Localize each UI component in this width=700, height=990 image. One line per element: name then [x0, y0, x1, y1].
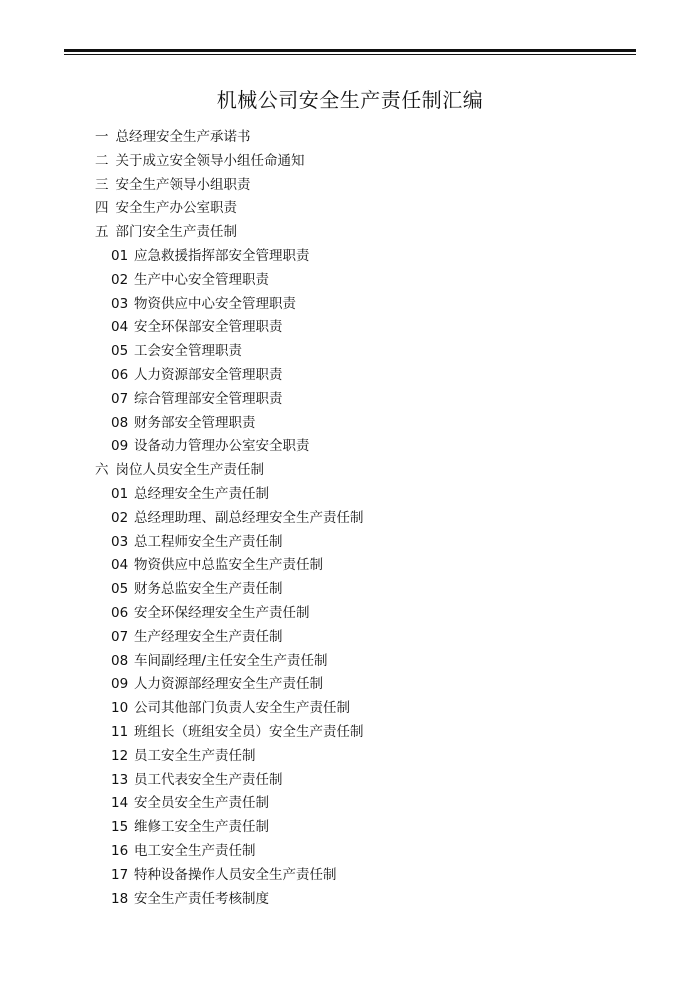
toc-entry-text: 安全生产领导小组职责 — [115, 176, 251, 193]
toc-entry-number: 二 — [95, 152, 109, 169]
toc-entry-text: 综合管理部安全管理职责 — [134, 390, 283, 407]
toc-entry-text: 部门安全生产责任制 — [115, 224, 237, 241]
toc-entry — [95, 626, 655, 650]
toc-entry — [95, 531, 655, 555]
toc-entry — [95, 483, 655, 507]
toc-entry-text: 特种设备操作人员安全生产责任制 — [134, 866, 337, 883]
toc-entry-text: 总经理安全生产责任制 — [134, 485, 269, 502]
toc-entry-text: 公司其他部门负责人安全生产责任制 — [134, 700, 350, 717]
toc-entry — [95, 888, 655, 912]
toc-entry — [95, 816, 655, 840]
toc-entry — [95, 769, 655, 793]
toc-entry-text: 安全环保经理安全生产责任制 — [134, 604, 310, 621]
toc-entry-number: 05 — [111, 581, 129, 598]
toc-entry-text: 总经理安全生产承诺书 — [115, 129, 251, 145]
toc-entry-number: 08 — [111, 652, 129, 669]
toc-entry — [95, 316, 655, 340]
toc-entry-text: 岗位人员安全生产责任制 — [115, 462, 264, 479]
toc-entry — [95, 435, 655, 459]
toc-entry-text: 安全环保部安全管理职责 — [134, 319, 283, 336]
toc-entry — [95, 602, 655, 626]
toc-entry-number: 12 — [111, 747, 129, 764]
document-title: 机械公司安全生产责任制汇编 — [216, 88, 484, 112]
toc-entry — [95, 412, 655, 436]
toc-entry — [95, 221, 655, 245]
toc-entry-text: 工会安全管理职责 — [134, 343, 242, 360]
toc-entry — [95, 269, 655, 293]
toc-entry-number: 02 — [111, 509, 129, 526]
toc-entry — [95, 150, 655, 174]
toc-entry-text: 关于成立安全领导小组任命通知 — [115, 152, 305, 169]
toc-entry-number: 五 — [95, 224, 109, 241]
toc-entry — [95, 364, 655, 388]
toc-entry-number: 09 — [111, 676, 129, 693]
toc-entry — [95, 174, 655, 198]
toc-entry-number: 03 — [111, 295, 129, 312]
toc-entry-number: 三 — [95, 176, 109, 193]
toc-entry-text: 财务总监安全生产责任制 — [134, 581, 283, 598]
toc-entry — [95, 293, 655, 317]
toc-entry — [95, 245, 655, 269]
toc-entry-number: 16 — [111, 842, 129, 859]
toc-entry — [95, 840, 655, 864]
toc-entry-text: 总工程师安全生产责任制 — [134, 533, 283, 550]
toc-entry-number: 04 — [111, 557, 129, 574]
toc-entry-text: 生产中心安全管理职责 — [134, 271, 269, 288]
toc-entry-text: 安全员安全生产责任制 — [134, 795, 269, 812]
toc-entry-text: 车间副经理/主任安全生产责任制 — [134, 652, 328, 669]
toc-entry — [95, 578, 655, 602]
toc-entry-number: 15 — [111, 819, 129, 836]
toc-entry — [95, 340, 655, 364]
header-rule-thick — [64, 49, 636, 52]
toc-entry-text: 人力资源部安全管理职责 — [134, 366, 283, 383]
toc-entry-number: 13 — [111, 771, 129, 788]
toc-entry-number: 01 — [111, 247, 129, 264]
toc-entry-number: 08 — [111, 414, 129, 431]
toc-entry — [95, 864, 655, 888]
toc-entry-number: 09 — [111, 438, 129, 455]
table-of-contents — [95, 126, 655, 911]
toc-entry-number: 07 — [111, 390, 129, 407]
toc-entry — [95, 197, 655, 221]
toc-entry-number: 04 — [111, 319, 129, 336]
toc-entry-number: 14 — [111, 795, 129, 812]
toc-entry-text: 物资供应中心安全管理职责 — [134, 295, 296, 312]
toc-entry-number: 17 — [111, 866, 129, 883]
toc-entry-number: 11 — [111, 723, 129, 740]
toc-entry-text: 应急救援指挥部安全管理职责 — [134, 247, 310, 264]
toc-entry-number: 18 — [111, 890, 129, 907]
toc-entry — [95, 459, 655, 483]
toc-entry-number: 02 — [111, 271, 129, 288]
toc-entry-text: 员工安全生产责任制 — [134, 747, 256, 764]
toc-entry-text: 财务部安全管理职责 — [134, 414, 256, 431]
toc-entry-number: 05 — [111, 343, 129, 360]
toc-entry-number: 六 — [95, 462, 109, 479]
toc-entry — [95, 650, 655, 674]
toc-entry-number: 06 — [111, 604, 129, 621]
toc-entry-text: 维修工安全生产责任制 — [134, 819, 269, 836]
toc-entry-number: 06 — [111, 366, 129, 383]
toc-entry-number: 四 — [95, 200, 109, 217]
toc-entry — [95, 388, 655, 412]
toc-entry — [95, 507, 655, 531]
toc-entry-text: 设备动力管理办公室安全职责 — [134, 438, 310, 455]
header-rule-thin — [64, 54, 636, 55]
toc-entry — [95, 721, 655, 745]
toc-entry-text: 生产经理安全生产责任制 — [134, 628, 283, 645]
toc-entry — [95, 673, 655, 697]
toc-entry-number: 一 — [95, 129, 109, 145]
toc-entry-text: 人力资源部经理安全生产责任制 — [134, 676, 323, 693]
toc-entry-number: 03 — [111, 533, 129, 550]
toc-entry-number: 07 — [111, 628, 129, 645]
toc-entry — [95, 745, 655, 769]
toc-entry — [95, 554, 655, 578]
toc-entry-text: 安全生产责任考核制度 — [134, 890, 269, 907]
toc-entry — [95, 792, 655, 816]
toc-entry-text: 物资供应中总监安全生产责任制 — [134, 557, 323, 574]
toc-entry-number: 10 — [111, 700, 129, 717]
toc-entry-text: 总经理助理、副总经理安全生产责任制 — [134, 509, 364, 526]
toc-entry-text: 班组长（班组安全员）安全生产责任制 — [134, 723, 364, 740]
toc-entry-number: 01 — [111, 485, 129, 502]
toc-entry-text: 安全生产办公室职责 — [115, 200, 237, 217]
toc-entry — [95, 126, 655, 150]
toc-entry — [95, 697, 655, 721]
toc-entry-text: 员工代表安全生产责任制 — [134, 771, 283, 788]
toc-entry-text: 电工安全生产责任制 — [134, 842, 256, 859]
